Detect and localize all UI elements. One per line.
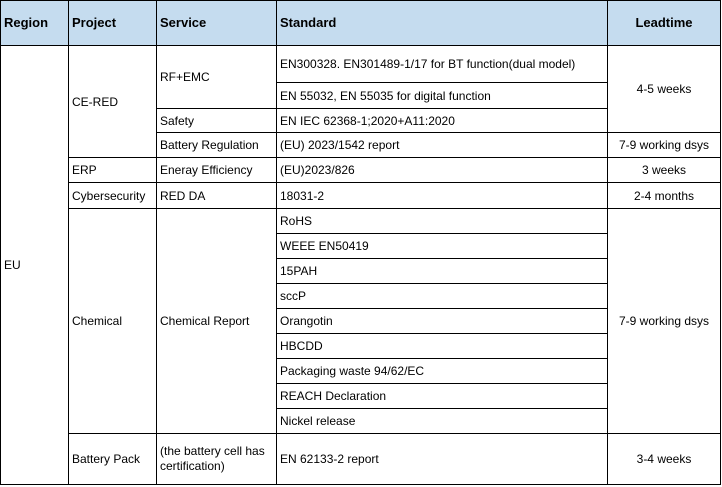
- header-project: Project: [69, 1, 157, 46]
- header-row: [1, 1, 721, 46]
- table-row: [1, 209, 721, 234]
- standard-chemical-item: HBCDD: [277, 334, 608, 359]
- standard-chemical-item: Nickel release: [277, 409, 608, 434]
- leadtime-battery-regulation: 7-9 working dsys: [608, 133, 721, 158]
- standard-chemical-item: Orangotin: [277, 309, 608, 334]
- standard-chemical-item: Packaging waste 94/62/EC: [277, 359, 608, 384]
- standard-chemical-item: sccP: [277, 284, 608, 309]
- header-region: Region: [1, 1, 69, 46]
- leadtime-erp: 3 weeks: [608, 158, 721, 183]
- region-cell: EU: [1, 46, 69, 485]
- service-rf-emc: RF+EMC: [157, 46, 277, 109]
- standard-erp: (EU)2023/826: [277, 158, 608, 183]
- project-chemical: Chemical: [69, 209, 157, 434]
- standard-safety: EN IEC 62368-1;2020+A11:2020: [277, 109, 608, 133]
- project-erp: ERP: [69, 158, 157, 183]
- service-safety: Safety: [157, 109, 277, 133]
- service-battery-regulation: Battery Regulation: [157, 133, 277, 158]
- standard-chemical-item: REACH Declaration: [277, 384, 608, 409]
- standard-battery-pack: EN 62133-2 report: [277, 434, 608, 485]
- header-service: Service: [157, 1, 277, 46]
- project-cybersecurity: Cybersecurity: [69, 183, 157, 209]
- table-row: [1, 158, 721, 183]
- leadtime-rf-emc: 4-5 weeks: [608, 46, 721, 133]
- standard-chemical-item: RoHS: [277, 209, 608, 234]
- project-ce-red: CE-RED: [69, 46, 157, 158]
- standard-rf-2: EN 55032, EN 55035 for digital function: [277, 83, 608, 109]
- standard-battery-regulation: (EU) 2023/1542 report: [277, 133, 608, 158]
- header-standard: Standard: [277, 1, 608, 46]
- header-leadtime: Leadtime: [608, 1, 721, 46]
- standard-chemical-item: 15PAH: [277, 259, 608, 284]
- service-energy-efficiency: Eneray Efficiency: [157, 158, 277, 183]
- leadtime-battery-pack: 3-4 weeks: [608, 434, 721, 485]
- project-battery-pack: Battery Pack: [69, 434, 157, 485]
- standard-rf-1: EN300328. EN301489-1/17 for BT function(dual model): [277, 46, 608, 83]
- standard-chemical-item: WEEE EN50419: [277, 234, 608, 259]
- standard-cybersecurity: 18031-2: [277, 183, 608, 209]
- table-row: [1, 434, 721, 485]
- service-red-da: RED DA: [157, 183, 277, 209]
- service-battery-cell-note: (the battery cell has certification): [157, 434, 277, 485]
- leadtime-chemical: 7-9 working dsys: [608, 209, 721, 434]
- leadtime-cybersecurity: 2-4 months: [608, 183, 721, 209]
- table-row: [1, 183, 721, 209]
- service-chemical-report: Chemical Report: [157, 209, 277, 434]
- table-row: [1, 46, 721, 83]
